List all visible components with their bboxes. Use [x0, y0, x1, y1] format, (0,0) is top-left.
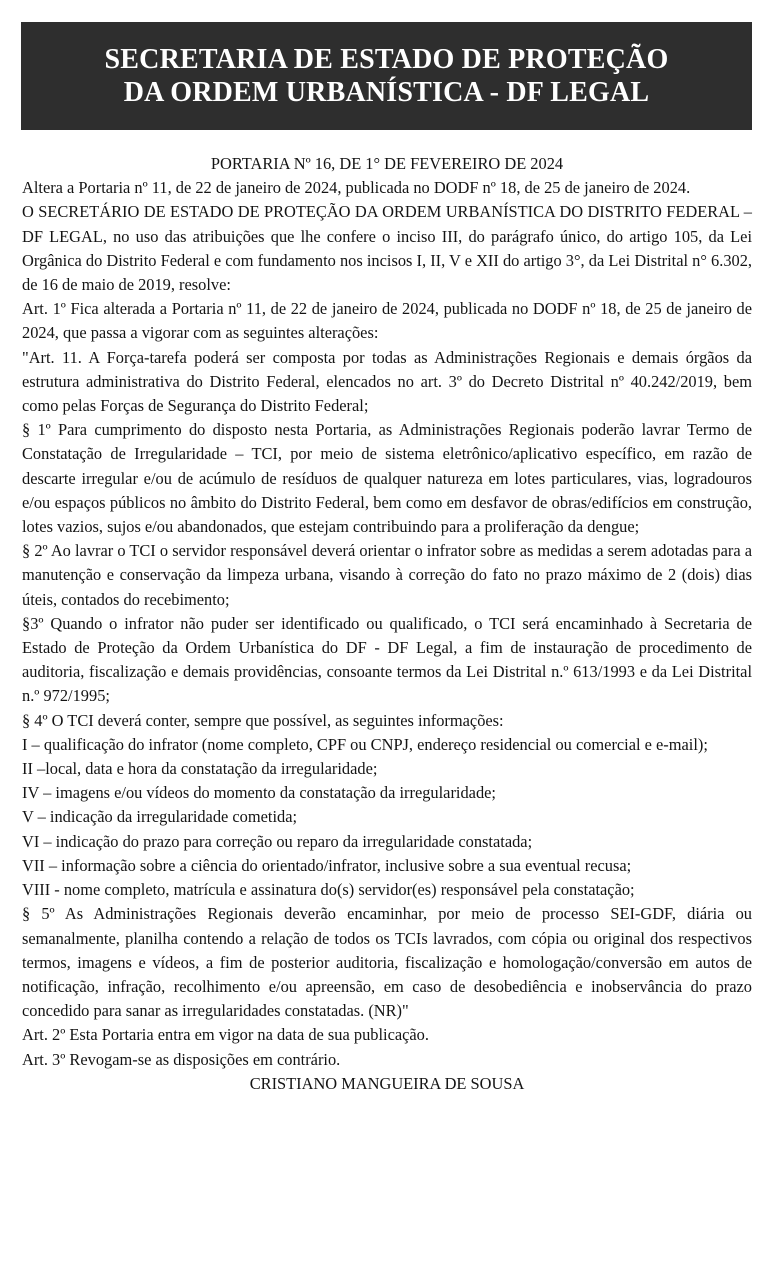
document-body	[22, 152, 752, 1096]
paragraph-4: § 4º O TCI deverá conter, sempre que possível, as seguintes informações:	[22, 710, 504, 730]
article-2: Art. 2º Esta Portaria entra em vigor na data de sua publicação.	[22, 1025, 429, 1045]
item-ii: II –local, data e hora da constatação da irregularidade;	[22, 759, 378, 779]
header-line-2: DA ORDEM URBANÍSTICA - DF LEGAL	[123, 77, 650, 108]
item-v: V – indicação da irregularidade cometida;	[22, 807, 298, 827]
document-header	[21, 22, 752, 130]
article-1: Art. 1º Fica alterada a Portaria nº 11, de 22 de janeiro de 2024, publicada no DODF nº 18, de 25 de janeiro de 2024, que passa a vigorar com as seguintes alterações:	[22, 299, 752, 343]
article-11: "Art. 11. A Força-tarefa poderá ser composta por todas as Administrações Regionais e demais órgãos da estrutura administrativa do Distrito Federal, elencados no art. 3º do Decreto Distrital nº 40.242/2019, bem como pelas Forças de Segurança do Distrito Federal;	[22, 347, 752, 416]
item-viii: VIII - nome completo, matrícula e assinatura do(s) servidor(es) responsável pela constatação;	[22, 880, 635, 900]
paragraph-3: §3º Quando o infrator não puder ser identificado ou qualificado, o TCI será encaminhado à Secretaria de Estado de Proteção da Ordem Urbanística do DF - DF Legal, a fim de instauração de procedimento de auditoria, fiscalização e demais providências, consoante termos da Lei Distrital n.º 613/1993 e da Lei Distrital n.º 972/1995;	[22, 613, 752, 706]
paragraph-1: § 1º Para cumprimento do disposto nesta Portaria, as Administrações Regionais poderão lavrar Termo de Constatação de Irregularidade – TCI, por meio de sistema eletrônico/aplicativo específico, em razão de descarte irregular e/ou de acúmulo de resíduos de qualquer natureza em lotes particulares, vias, logradouros e/ou espaços públicos no âmbito do Distrito Federal, bem como em desfavor de obras/edifícios em construção, lotes vazios, sujos e/ou abandonados, que estejam contribuindo para a proliferação da dengue;	[22, 420, 752, 537]
portaria-title: PORTARIA Nº 16, DE 1° DE FEVEREIRO DE 2024	[210, 154, 564, 173]
article-3: Art. 3º Revogam-se as disposições em contrário.	[22, 1049, 341, 1069]
ementa: Altera a Portaria nº 11, de 22 de janeiro de 2024, publicada no DODF nº 18, de 25 de janeiro de 2024.	[22, 178, 691, 198]
item-iv: IV – imagens e/ou vídeos do momento da constatação da irregularidade;	[22, 783, 496, 803]
header-line-1: SECRETARIA DE ESTADO DE PROTEÇÃO	[104, 44, 669, 75]
paragraph-2: § 2º Ao lavrar o TCI o servidor responsável deverá orientar o infrator sobre as medidas a serem adotadas para a manutenção e conservação da limpeza urbana, visando à correção do fato no prazo máximo de 2 (dois) dias úteis, contados do recebimento;	[22, 541, 752, 609]
item-i: I – qualificação do infrator (nome completo, CPF ou CNPJ, endereço residencial ou comercial e e-mail);	[22, 734, 708, 754]
paragraph-5: § 5º As Administrações Regionais deverão encaminhar, por meio de processo SEI-GDF, diária ou semanalmente, planilha contendo a relação de todos os TCIs lavrados, com cópia ou original dos respectivos termos, imagens e vídeos, a fim de posterior auditoria, fiscalização e homologação/conversão em autos de notificação, infração, recolhimento e/ou apreensão, em caso de desobediência e inobservância do prazo concedido para sanar as irregularidades constatadas. (NR)"	[22, 904, 752, 1021]
item-vi: VI – indicação do prazo para correção ou reparo da irregularidade constatada;	[22, 831, 533, 851]
preamble: O SECRETÁRIO DE ESTADO DE PROTEÇÃO DA ORDEM URBANÍSTICA DO DISTRITO FEDERAL – DF LEGAL, no uso das atribuições que lhe confere o inciso III, do parágrafo único, do artigo 105, da Lei Orgânica do Distrito Federal e com fundamento nos incisos I, II, V e XII do artigo 3°, da Lei Distrital n° 6.302, de 16 de maio de 2019, resolve:	[22, 202, 752, 295]
signature: CRISTIANO MANGUEIRA DE SOUSA	[249, 1073, 525, 1093]
item-vii: VII – informação sobre a ciência do orientado/infrator, inclusive sobre a sua eventual recusa;	[22, 855, 632, 875]
